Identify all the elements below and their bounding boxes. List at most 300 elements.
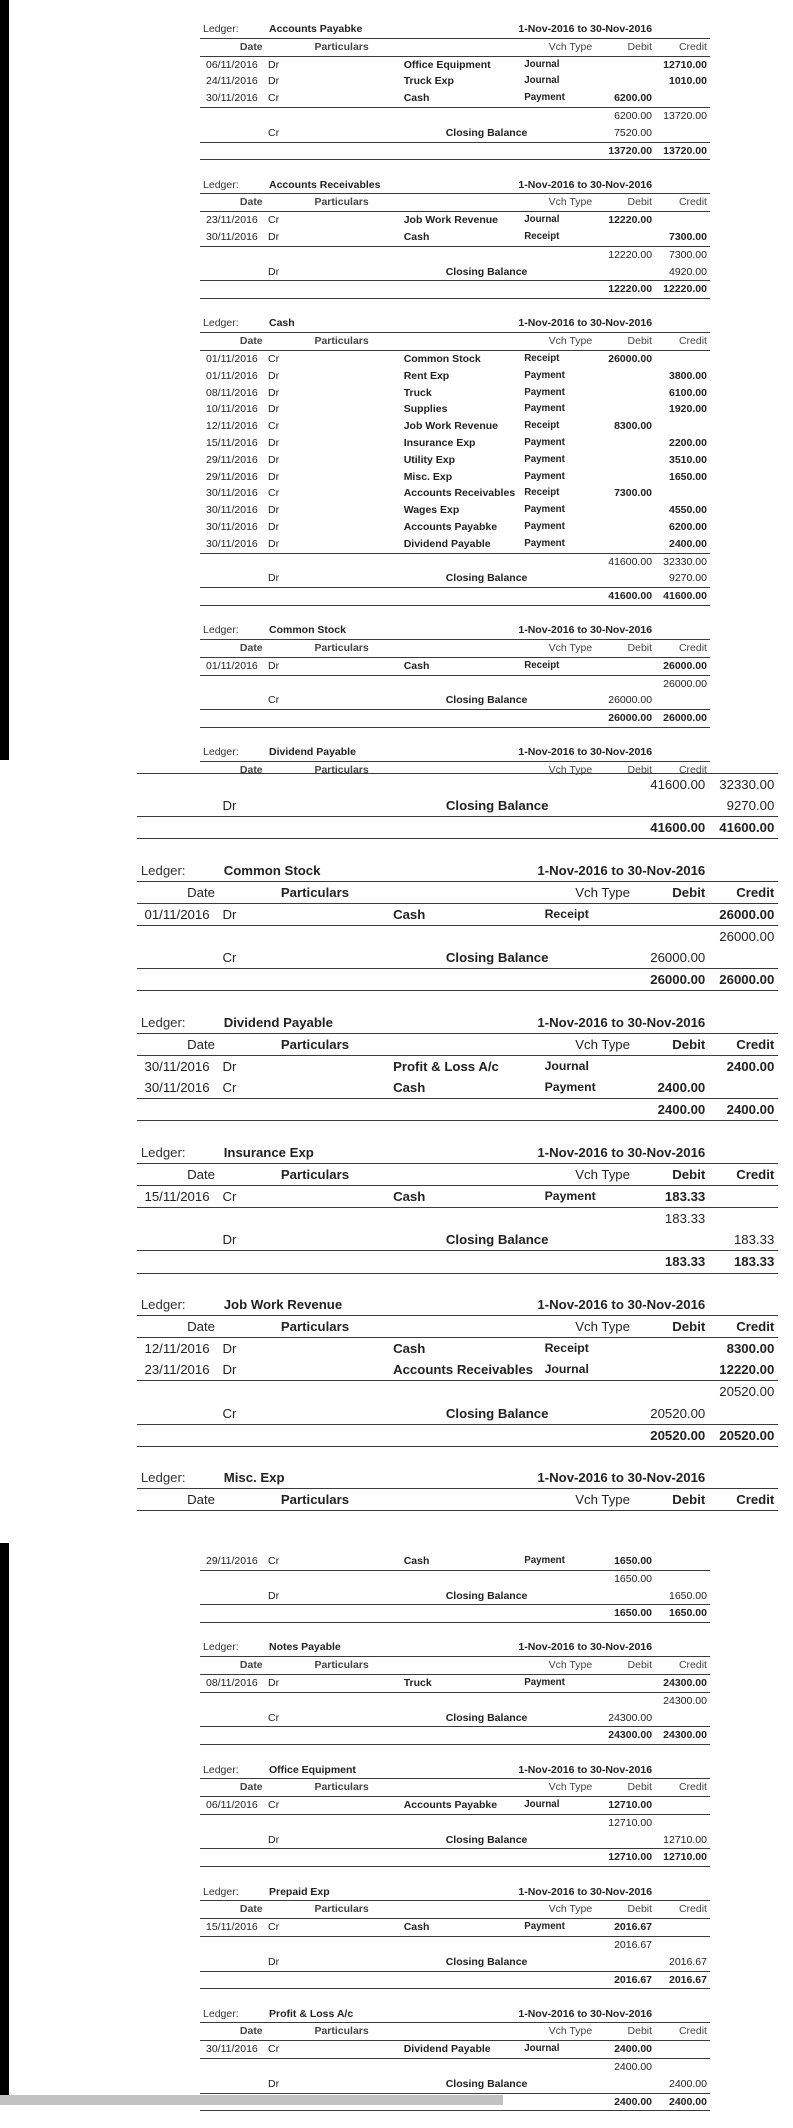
entry-vch-type: Receipt — [524, 487, 560, 499]
total-row — [200, 143, 710, 161]
entry-date: 12/11/2016 — [144, 1341, 210, 1357]
total-row — [200, 1972, 710, 1990]
subtotal-row — [200, 676, 710, 693]
credit-amount: 2400.00 — [726, 1059, 775, 1075]
column-header-particulars: Particulars — [314, 764, 369, 777]
entry-dr-cr: Cr — [268, 92, 280, 105]
debit-amount: 41600.00 — [608, 590, 653, 603]
table-row — [200, 418, 710, 435]
ledger-name: Common Stock — [268, 624, 346, 637]
entry-dr-cr: Dr — [268, 453, 280, 466]
column-header-date: Date — [187, 884, 216, 900]
entry-vch-type: Payment — [544, 1189, 596, 1204]
ledger-continuation — [200, 1553, 710, 1623]
column-header-particulars: Particulars — [314, 335, 369, 348]
total-row — [137, 1099, 778, 1121]
ledger-label: Ledger: — [203, 23, 239, 35]
column-header-particulars: Particulars — [314, 2025, 369, 2038]
entry-dr-cr: Dr — [268, 369, 280, 382]
entry-vch-type: Payment — [524, 386, 565, 398]
closing-balance-row — [137, 1403, 778, 1425]
entry-vch-type: Payment — [544, 1080, 596, 1095]
entry-dr-cr: Dr — [268, 231, 280, 244]
credit-amount: 20520.00 — [719, 1384, 775, 1400]
ledger-name: Accounts Receivables — [268, 178, 381, 191]
closing-balance-row — [200, 264, 710, 282]
entry-particulars: Cash — [403, 659, 430, 672]
entry-vch-type: Payment — [524, 504, 565, 516]
credit-amount: 1650.00 — [668, 470, 707, 483]
column-header-particulars: Particulars — [314, 642, 369, 655]
ledger-label: Ledger: — [140, 1297, 186, 1312]
closing-balance-row — [200, 692, 710, 710]
table-row — [200, 485, 710, 502]
closing-balance-label: Closing Balance — [445, 1232, 549, 1248]
credit-amount: 2400.00 — [726, 1102, 775, 1118]
entry-particulars: Cash — [393, 907, 426, 922]
debit-amount: 24300.00 — [608, 1729, 653, 1742]
debit-amount: 1650.00 — [614, 1555, 653, 1567]
credit-amount: 24300.00 — [663, 1677, 707, 1690]
debit-amount: 26000.00 — [608, 694, 653, 707]
column-header-debit: Debit — [672, 1037, 706, 1052]
entry-date: 30/11/2016 — [144, 1080, 210, 1096]
entry-date: 15/11/2016 — [144, 1189, 210, 1205]
debit-amount: 12710.00 — [608, 1851, 653, 1864]
entry-particulars: Accounts Payabke — [403, 521, 498, 534]
entry-vch-type: Payment — [524, 453, 565, 465]
ledger-page-top — [200, 21, 710, 779]
column-header-row — [200, 640, 710, 658]
subtotal-row — [200, 247, 710, 264]
window-edge-bottom — [0, 1543, 9, 2105]
entry-vch-type: Journal — [544, 1059, 589, 1074]
debit-amount: 26000.00 — [608, 712, 653, 725]
entry-vch-type: Journal — [524, 1799, 560, 1811]
entry-vch-type: Receipt — [544, 1341, 589, 1356]
credit-amount: 41600.00 — [663, 590, 707, 603]
entry-vch-type: Payment — [524, 1677, 565, 1689]
closing-dr-cr: Dr — [268, 1833, 280, 1846]
entry-dr-cr: Dr — [222, 1341, 237, 1357]
column-header-debit: Debit — [627, 642, 653, 655]
entry-date: 01/11/2016 — [205, 353, 258, 366]
closing-balance-label: Closing Balance — [445, 2077, 528, 2090]
credit-amount: 1650.00 — [668, 1607, 707, 1620]
column-header-date: Date — [239, 2025, 263, 2038]
entry-date: 15/11/2016 — [205, 1921, 258, 1934]
entry-date: 30/11/2016 — [144, 1059, 210, 1075]
column-header-vch-type: Vch Type — [548, 1781, 593, 1794]
ledger-label: Ledger: — [203, 624, 239, 637]
entry-particulars: Profit & Loss A/c — [393, 1059, 499, 1075]
entry-vch-type: Journal — [524, 214, 560, 226]
ledger-common-stock — [137, 860, 778, 992]
ledger-period: 1-Nov-2016 to 30-Nov-2016 — [537, 1144, 706, 1160]
entry-dr-cr: Cr — [268, 1799, 280, 1812]
table-row — [200, 212, 710, 229]
ledger-period: 1-Nov-2016 to 30-Nov-2016 — [537, 1470, 706, 1486]
table-row — [137, 1056, 778, 1077]
debit-amount: 2400.00 — [614, 2095, 653, 2108]
column-header-vch-type: Vch Type — [575, 884, 630, 900]
column-header-credit: Credit — [736, 1492, 775, 1508]
column-header-credit: Credit — [678, 1781, 707, 1794]
closing-balance-label: Closing Balance — [445, 694, 528, 707]
ledger-common-stock — [200, 622, 710, 728]
entry-dr-cr: Dr — [268, 537, 280, 550]
ledger-title-row — [200, 622, 710, 640]
credit-amount: 1010.00 — [668, 75, 707, 88]
ledger-period: 1-Nov-2016 to 30-Nov-2016 — [518, 1641, 653, 1654]
table-row — [200, 351, 710, 368]
entry-dr-cr: Cr — [222, 1189, 237, 1205]
column-header-vch-type: Vch Type — [548, 1903, 593, 1916]
entry-vch-type: Payment — [524, 537, 565, 549]
entry-vch-type: Payment — [524, 1921, 565, 1933]
credit-amount: 26000.00 — [719, 907, 775, 922]
closing-balance-label: Closing Balance — [445, 1955, 528, 1968]
column-header-row — [137, 882, 778, 904]
entry-date: 30/11/2016 — [205, 487, 258, 500]
credit-amount: 12710.00 — [663, 58, 707, 71]
closing-dr-cr: Dr — [268, 2077, 280, 2090]
ledger-prepaid-exp — [200, 1884, 710, 1990]
column-header-debit: Debit — [627, 196, 653, 209]
closing-balance-label: Closing Balance — [445, 1405, 549, 1421]
table-row — [200, 1553, 710, 1571]
column-header-row — [137, 1316, 778, 1338]
entry-dr-cr: Cr — [268, 1921, 280, 1934]
entry-vch-type: Journal — [524, 2043, 560, 2055]
entry-dr-cr: Dr — [268, 75, 280, 88]
credit-amount: 12220.00 — [719, 1362, 775, 1378]
column-header-debit: Debit — [627, 1903, 653, 1916]
entry-vch-type: Receipt — [524, 659, 560, 671]
ledger-title-row — [137, 1142, 778, 1164]
entry-particulars: Cash — [393, 1341, 426, 1357]
ledger-title-row — [200, 315, 710, 333]
column-header-date: Date — [239, 764, 263, 777]
entry-dr-cr: Dr — [268, 659, 280, 672]
closing-dr-cr: Dr — [222, 1232, 237, 1248]
credit-amount: 7300.00 — [668, 248, 707, 261]
ledger-name: Dividend Payable — [268, 746, 356, 759]
total-row — [200, 588, 710, 606]
entry-date: 23/11/2016 — [144, 1362, 210, 1378]
closing-balance-label: Closing Balance — [445, 950, 549, 966]
column-header-credit: Credit — [678, 335, 707, 348]
column-header-credit: Credit — [736, 884, 775, 900]
closing-balance-label: Closing Balance — [445, 798, 549, 814]
closing-balance-row — [200, 1954, 710, 1972]
column-header-debit: Debit — [672, 884, 706, 900]
ledger-notes-payable — [200, 1639, 710, 1745]
credit-amount: 24300.00 — [663, 1729, 707, 1742]
table-row — [200, 229, 710, 247]
closing-dr-cr: Dr — [268, 572, 280, 585]
closing-dr-cr: Dr — [268, 1955, 280, 1968]
column-header-date: Date — [187, 1167, 216, 1182]
column-header-row — [200, 194, 710, 212]
credit-amount: 183.33 — [733, 1254, 775, 1270]
column-header-row — [137, 1034, 778, 1056]
column-header-row — [200, 333, 710, 351]
debit-amount: 2016.67 — [614, 1938, 653, 1951]
column-header-particulars: Particulars — [280, 1037, 350, 1052]
column-header-date: Date — [239, 196, 263, 209]
entry-date: 24/11/2016 — [205, 75, 258, 88]
entry-particulars: Supplies — [403, 403, 448, 416]
closing-balance-label: Closing Balance — [445, 1589, 528, 1602]
entry-dr-cr: Dr — [268, 403, 280, 416]
credit-amount: 2200.00 — [668, 437, 707, 450]
column-header-vch-type: Vch Type — [548, 642, 593, 655]
ledger-accounts-receivables — [200, 177, 710, 300]
subtotal-row — [200, 1571, 710, 1588]
entry-date: 08/11/2016 — [205, 1677, 258, 1690]
credit-amount: 24300.00 — [663, 1694, 707, 1707]
entry-dr-cr: Dr — [268, 58, 280, 71]
horizontal-scrollbar[interactable] — [0, 2095, 503, 2105]
debit-amount: 2400.00 — [657, 1102, 706, 1118]
ledger-misc-exp — [137, 1467, 778, 1511]
entry-particulars: Job Work Revenue — [403, 214, 499, 227]
entry-particulars: Rent Exp — [403, 369, 450, 382]
ledger-name: Common Stock — [223, 862, 321, 878]
column-header-row — [137, 1489, 778, 1511]
credit-amount: 26000.00 — [719, 972, 775, 988]
column-header-debit: Debit — [672, 1319, 706, 1335]
column-header-date: Date — [187, 1319, 216, 1335]
table-row — [200, 502, 710, 519]
table-row — [200, 435, 710, 452]
closing-dr-cr: Cr — [268, 1711, 280, 1724]
debit-amount: 26000.00 — [650, 972, 706, 988]
column-header-debit: Debit — [672, 1492, 706, 1508]
credit-amount: 12710.00 — [663, 1851, 707, 1864]
column-header-debit: Debit — [627, 1659, 653, 1672]
ledger-title-row — [200, 1762, 710, 1780]
ledger-label: Ledger: — [203, 1641, 239, 1654]
column-header-debit: Debit — [627, 335, 653, 348]
column-header-particulars: Particulars — [314, 1659, 369, 1672]
total-row — [200, 1849, 710, 1867]
entry-particulars: Office Equipment — [403, 58, 491, 71]
total-row — [137, 1251, 778, 1273]
debit-amount: 6200.00 — [614, 109, 653, 122]
entry-date: 29/11/2016 — [205, 1555, 258, 1567]
column-header-particulars: Particulars — [280, 884, 350, 900]
ledger-page-bottom — [200, 1553, 710, 2128]
column-header-particulars: Particulars — [314, 1781, 369, 1794]
credit-amount: 2400.00 — [668, 2077, 707, 2090]
entry-particulars: Misc. Exp — [403, 470, 453, 483]
table-row — [200, 401, 710, 418]
debit-amount: 7300.00 — [614, 487, 653, 500]
window-edge-top — [0, 0, 9, 760]
column-header-debit: Debit — [627, 40, 653, 53]
ledger-label: Ledger: — [203, 317, 239, 330]
debit-amount: 2016.67 — [614, 1973, 653, 1986]
entry-vch-type: Receipt — [524, 420, 560, 432]
table-row — [200, 519, 710, 536]
ledger-name: Cash — [268, 317, 295, 330]
ledger-period: 1-Nov-2016 to 30-Nov-2016 — [518, 178, 653, 191]
credit-amount: 9270.00 — [668, 572, 707, 585]
table-row — [200, 57, 710, 74]
credit-amount: 6100.00 — [668, 386, 707, 399]
entry-date: 06/11/2016 — [205, 58, 258, 71]
entry-vch-type: Payment — [524, 437, 565, 449]
column-header-vch-type: Vch Type — [575, 1037, 630, 1052]
entry-date: 01/11/2016 — [205, 369, 258, 382]
ledger-name: Prepaid Exp — [268, 1885, 330, 1898]
debit-amount: 183.33 — [664, 1189, 706, 1205]
ledger-period: 1-Nov-2016 to 30-Nov-2016 — [518, 317, 653, 330]
ledger-label: Ledger: — [140, 1470, 186, 1486]
subtotal-row — [200, 1693, 710, 1710]
credit-amount: 9270.00 — [726, 798, 775, 814]
table-row — [200, 536, 710, 554]
closing-balance-row — [200, 1710, 710, 1728]
entry-particulars: Dividend Payable — [403, 537, 491, 550]
credit-amount: 4550.00 — [668, 504, 707, 517]
ledger-cash — [200, 315, 710, 606]
debit-amount: 13720.00 — [608, 144, 653, 157]
ledger-continuation — [137, 773, 778, 839]
subtotal-row — [200, 554, 710, 571]
ledger-title-row — [200, 1639, 710, 1657]
column-header-particulars: Particulars — [280, 1492, 350, 1508]
debit-amount: 12220.00 — [608, 214, 653, 227]
closing-balance-row — [137, 947, 778, 969]
closing-balance-label: Closing Balance — [445, 265, 528, 278]
column-header-row — [200, 1901, 710, 1919]
ledger-period: 1-Nov-2016 to 30-Nov-2016 — [518, 2007, 653, 2020]
credit-amount: 32330.00 — [663, 555, 707, 568]
entry-vch-type: Payment — [524, 403, 565, 415]
total-row — [137, 817, 778, 839]
column-header-particulars: Particulars — [314, 1903, 369, 1916]
column-header-credit: Credit — [678, 2025, 707, 2038]
ledger-period: 1-Nov-2016 to 30-Nov-2016 — [518, 746, 653, 759]
table-row — [200, 452, 710, 469]
entry-dr-cr: Dr — [268, 470, 280, 483]
entry-particulars: Job Work Revenue — [403, 420, 499, 433]
closing-dr-cr: Dr — [268, 265, 280, 278]
debit-amount: 20520.00 — [650, 1405, 706, 1421]
ledger-name: Notes Payable — [268, 1641, 341, 1654]
entry-particulars: Cash — [393, 1189, 426, 1205]
ledger-period: 1-Nov-2016 to 30-Nov-2016 — [518, 624, 653, 637]
ledger-name: Job Work Revenue — [223, 1297, 343, 1312]
credit-amount: 26000.00 — [663, 677, 707, 690]
ledger-period: 1-Nov-2016 to 30-Nov-2016 — [537, 1297, 706, 1312]
credit-amount: 26000.00 — [663, 659, 707, 672]
credit-amount: 4920.00 — [668, 265, 707, 278]
table-row — [137, 1186, 778, 1208]
subtotal-row — [137, 774, 778, 795]
ledger-title-row — [200, 177, 710, 195]
table-row — [200, 385, 710, 402]
credit-amount: 26000.00 — [719, 929, 775, 945]
closing-dr-cr: Cr — [268, 694, 280, 707]
table-row — [200, 1919, 710, 1937]
debit-amount: 24300.00 — [608, 1711, 653, 1724]
entry-date: 30/11/2016 — [205, 504, 258, 517]
entry-dr-cr: Dr — [268, 504, 280, 517]
closing-balance-row — [137, 1229, 778, 1251]
credit-amount: 26000.00 — [663, 712, 707, 725]
entry-particulars: Utility Exp — [403, 453, 456, 466]
column-header-credit: Credit — [678, 1903, 707, 1916]
column-header-date: Date — [239, 1781, 263, 1794]
closing-balance-row — [200, 2076, 710, 2094]
ledger-title-row — [137, 860, 778, 882]
column-header-row — [137, 1164, 778, 1186]
debit-amount: 41600.00 — [650, 820, 706, 836]
ledger-label: Ledger: — [140, 1144, 186, 1160]
entry-particulars: Common Stock — [403, 353, 481, 366]
entry-particulars: Truck — [403, 1677, 432, 1690]
entry-particulars: Wages Exp — [403, 504, 460, 517]
entry-particulars: Accounts Payabke — [403, 1799, 498, 1812]
table-row — [200, 469, 710, 486]
column-header-vch-type: Vch Type — [548, 335, 593, 348]
credit-amount: 13720.00 — [663, 109, 707, 122]
total-row — [200, 281, 710, 299]
table-row — [200, 90, 710, 108]
ledger-name: Profit & Loss A/c — [268, 2007, 354, 2020]
debit-amount: 12220.00 — [608, 248, 653, 261]
entry-dr-cr: Cr — [268, 214, 280, 227]
entry-dr-cr: Dr — [268, 386, 280, 399]
closing-balance-row — [200, 125, 710, 143]
total-row — [137, 1425, 778, 1447]
column-header-row — [200, 1657, 710, 1675]
ledger-label: Ledger: — [203, 1885, 239, 1898]
table-row — [200, 1797, 710, 1815]
ledger-title-row — [200, 21, 710, 39]
column-header-credit: Credit — [678, 642, 707, 655]
column-header-date: Date — [239, 40, 263, 53]
entry-vch-type: Journal — [524, 75, 560, 87]
ledger-period: 1-Nov-2016 to 30-Nov-2016 — [518, 1763, 653, 1776]
entry-dr-cr: Cr — [268, 353, 280, 366]
column-header-credit: Credit — [678, 40, 707, 53]
ledger-job-work-revenue — [137, 1294, 778, 1447]
subtotal-row — [137, 1208, 778, 1229]
ledger-page-middle-zoomed — [137, 773, 778, 1511]
entry-date: 06/11/2016 — [205, 1799, 258, 1812]
debit-amount: 20520.00 — [650, 1427, 706, 1443]
column-header-vch-type: Vch Type — [575, 1492, 630, 1508]
closing-balance-row — [200, 1832, 710, 1850]
total-row — [200, 1727, 710, 1745]
debit-amount: 1650.00 — [614, 1607, 653, 1620]
entry-dr-cr: Cr — [268, 2043, 280, 2056]
credit-amount: 8300.00 — [726, 1341, 775, 1357]
closing-balance-label: Closing Balance — [445, 126, 528, 139]
entry-date: 29/11/2016 — [205, 453, 258, 466]
ledger-title-row — [137, 1294, 778, 1316]
credit-amount: 1650.00 — [668, 1589, 707, 1602]
subtotal-row — [200, 108, 710, 125]
table-row — [137, 904, 778, 926]
entry-particulars: Cash — [403, 1555, 430, 1567]
entry-dr-cr: Dr — [222, 1059, 237, 1075]
